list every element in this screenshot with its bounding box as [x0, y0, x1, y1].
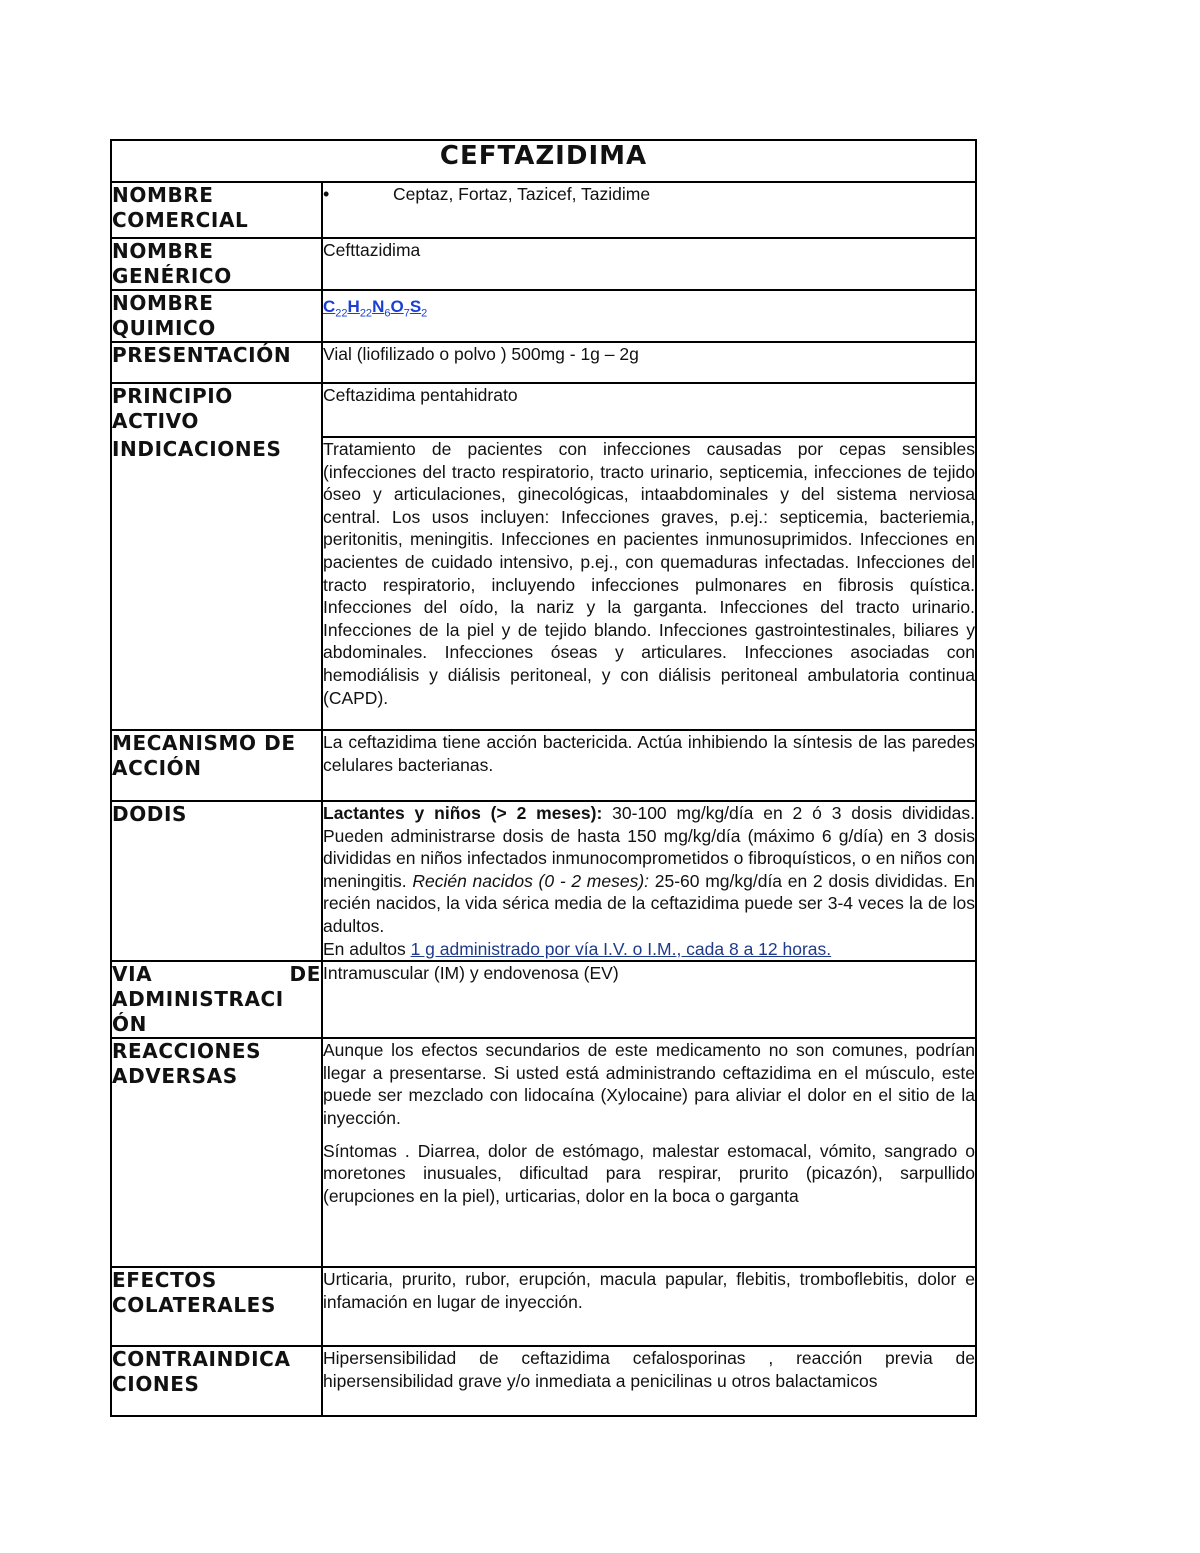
row-nombre-comercial [111, 182, 976, 238]
row-dosis [111, 801, 976, 961]
row-nombre-quimico [111, 290, 976, 342]
label-dosis: DODIS [111, 801, 322, 961]
value-efectos: Urticaria, prurito, rubor, erupción, macula papular, flebitis, tromboflebitis, dolor e infamación en lugar de inyección. [322, 1267, 976, 1346]
formula-sub-s: 2 [421, 307, 428, 320]
via-word-2: DE [289, 962, 321, 987]
dosis-adult-prefix: En adultos [323, 938, 411, 959]
row-indicaciones [111, 437, 976, 730]
label-contraindicaciones: CONTRAINDICA CIONES [111, 1346, 322, 1416]
label-via [111, 961, 322, 1038]
formula-sub-h: 22 [359, 307, 373, 320]
drug-info-table [110, 139, 977, 1417]
value-indicaciones: Tratamiento de pacientes con infecciones causadas por cepas sensibles (infecciones del tracto respiratorio, tracto urinario, septicemia, infecciones de tejido óseo y articulaciones, ginecológicas, intaabdominales y del sistema nerviosa central. Los usos incluyen: Infecciones graves, p.ej.: septicemia, bacteriemia, peritonitis, meningitis. Infecciones en pacientes inmunosuprimidos. Infecciones en pacientes de cuidado intensivo, p.ej., con quemaduras infectadas. Infecciones del tracto respiratorio, incluyendo infecciones pulmonares en fibrosis quística. Infecciones del oído, la nariz y la garganta. Infecciones del tracto urinario. Infecciones de la piel y de tejido blando. Infecciones gastrointestinales, biliares y abdominales. Infecciones óseas y articulares. Infecciones asociadas con hemodiálisis y diálisis peritoneal, y con diálisis peritoneal ambulatoria continua (CAPD). [322, 437, 976, 730]
dosis-text-2: 25-60 mg/kg/día en 2 dosis divididas. En recién nacidos, la vida sérica media de la ceftazidima puede ser 3-4 veces la de los adultos. [323, 870, 975, 936]
via-word-1: VIA [112, 962, 153, 987]
label-reacciones: REACCIONES ADVERSAS [111, 1038, 322, 1267]
row-mecanismo [111, 730, 976, 801]
formula-sub-o: 7 [403, 307, 410, 320]
label-efectos: EFECTOS COLATERALES [111, 1267, 322, 1346]
value-via: Intramuscular (IM) y endovenosa (EV) [322, 961, 976, 1038]
value-principio-activo [322, 383, 976, 437]
dosis-lead: Lactantes y niños (> 2 meses): [323, 803, 603, 823]
value-reacciones [322, 1038, 976, 1267]
formula-link-h[interactable]: H [347, 297, 360, 316]
principio-activo-text: Ceftazidima pentahidrato [323, 385, 518, 405]
label-principio-activo: PRINCIPIO ACTIVO [111, 383, 322, 437]
formula-link-n[interactable]: N [372, 297, 385, 316]
bullet-icon: • [323, 184, 330, 204]
value-presentacion: Vial (liofilizado o polvo ) 500mg - 1g – 2g [322, 342, 976, 383]
chemical-formula [322, 290, 976, 342]
dosis-adult-link[interactable]: 1 g administrado por vía I.V. o I.M., cada 8 a 12 horas. [410, 938, 832, 959]
formula-link-c[interactable]: C [323, 297, 336, 316]
row-presentacion [111, 342, 976, 383]
label-nombre-quimico: NOMBRE QUIMICO [111, 290, 322, 342]
row-principio-activo [111, 383, 976, 437]
value-nombre-generico: Cefttazidima [322, 238, 976, 290]
contraindicaciones-text: Hipersensibilidad de ceftazidima cefalosporinas , reacción previa de hipersensibilidad grave y/o inmediata a penicilinas u otros balactamicos [323, 1348, 975, 1391]
label-indicaciones: INDICACIONES [111, 437, 322, 730]
formula-link-s[interactable]: S [409, 297, 422, 316]
reacciones-paragraph-2: Síntomas . Diarrea, dolor de estómago, malestar estomacal, vómito, sangrado o moretones inusuales, dificultad para respirar, prurito (picazón), sarpullido (erupciones en la piel), urticarias, dolor en la boca o garganta [323, 1140, 975, 1206]
row-via [111, 961, 976, 1038]
row-efectos [111, 1267, 976, 1346]
document-title: CEFTAZIDIMA [111, 140, 976, 182]
formula-sub-c: 22 [335, 307, 348, 320]
label-nombre-generico: NOMBRE GENÉRICO [111, 238, 322, 290]
reacciones-paragraph-1: Aunque los efectos secundarios de este medicamento no son comunes, podrían llegar a presentarse. Si usted está administrando ceftazidima en el músculo, este puede ser mezclado con lidocaína (Xylocaine) para aliviar el dolor en el sitio de la inyección. [323, 1040, 975, 1128]
label-mecanismo: MECANISMO DE ACCIÓN [111, 730, 322, 801]
label-nombre-comercial: NOMBRE COMERCIAL [111, 182, 322, 238]
value-dosis [322, 801, 976, 961]
value-nombre-comercial [322, 182, 976, 238]
label-presentacion: PRESENTACIÓN [111, 342, 322, 383]
via-label-rest: ADMINISTRACI ÓN [112, 987, 284, 1037]
commercial-names: Ceptaz, Fortaz, Tazicef, Tazidime [393, 184, 651, 204]
formula-sub-n: 6 [384, 307, 391, 320]
row-reacciones [111, 1038, 976, 1267]
dosis-text-1: 30-100 mg/kg/día en 2 ó 3 dosis divididas. Pueden administrarse dosis de hasta 150 mg/kg/día (máximo 6 g/día) en 3 dosis divididas en niños infectados inmunocomprometidos o fibroquísticos, o en niños con meningitis. [323, 803, 975, 891]
row-contraindicaciones [111, 1346, 976, 1416]
dosis-italic: Recién nacidos (0 - 2 meses): [412, 870, 650, 891]
value-mecanismo: La ceftazidima tiene acción bactericida. Actúa inhibiendo la síntesis de las paredes celulares bacterianas. [322, 730, 976, 801]
value-contraindicaciones [322, 1346, 976, 1416]
formula-link-o[interactable]: O [390, 297, 404, 316]
row-nombre-generico [111, 238, 976, 290]
